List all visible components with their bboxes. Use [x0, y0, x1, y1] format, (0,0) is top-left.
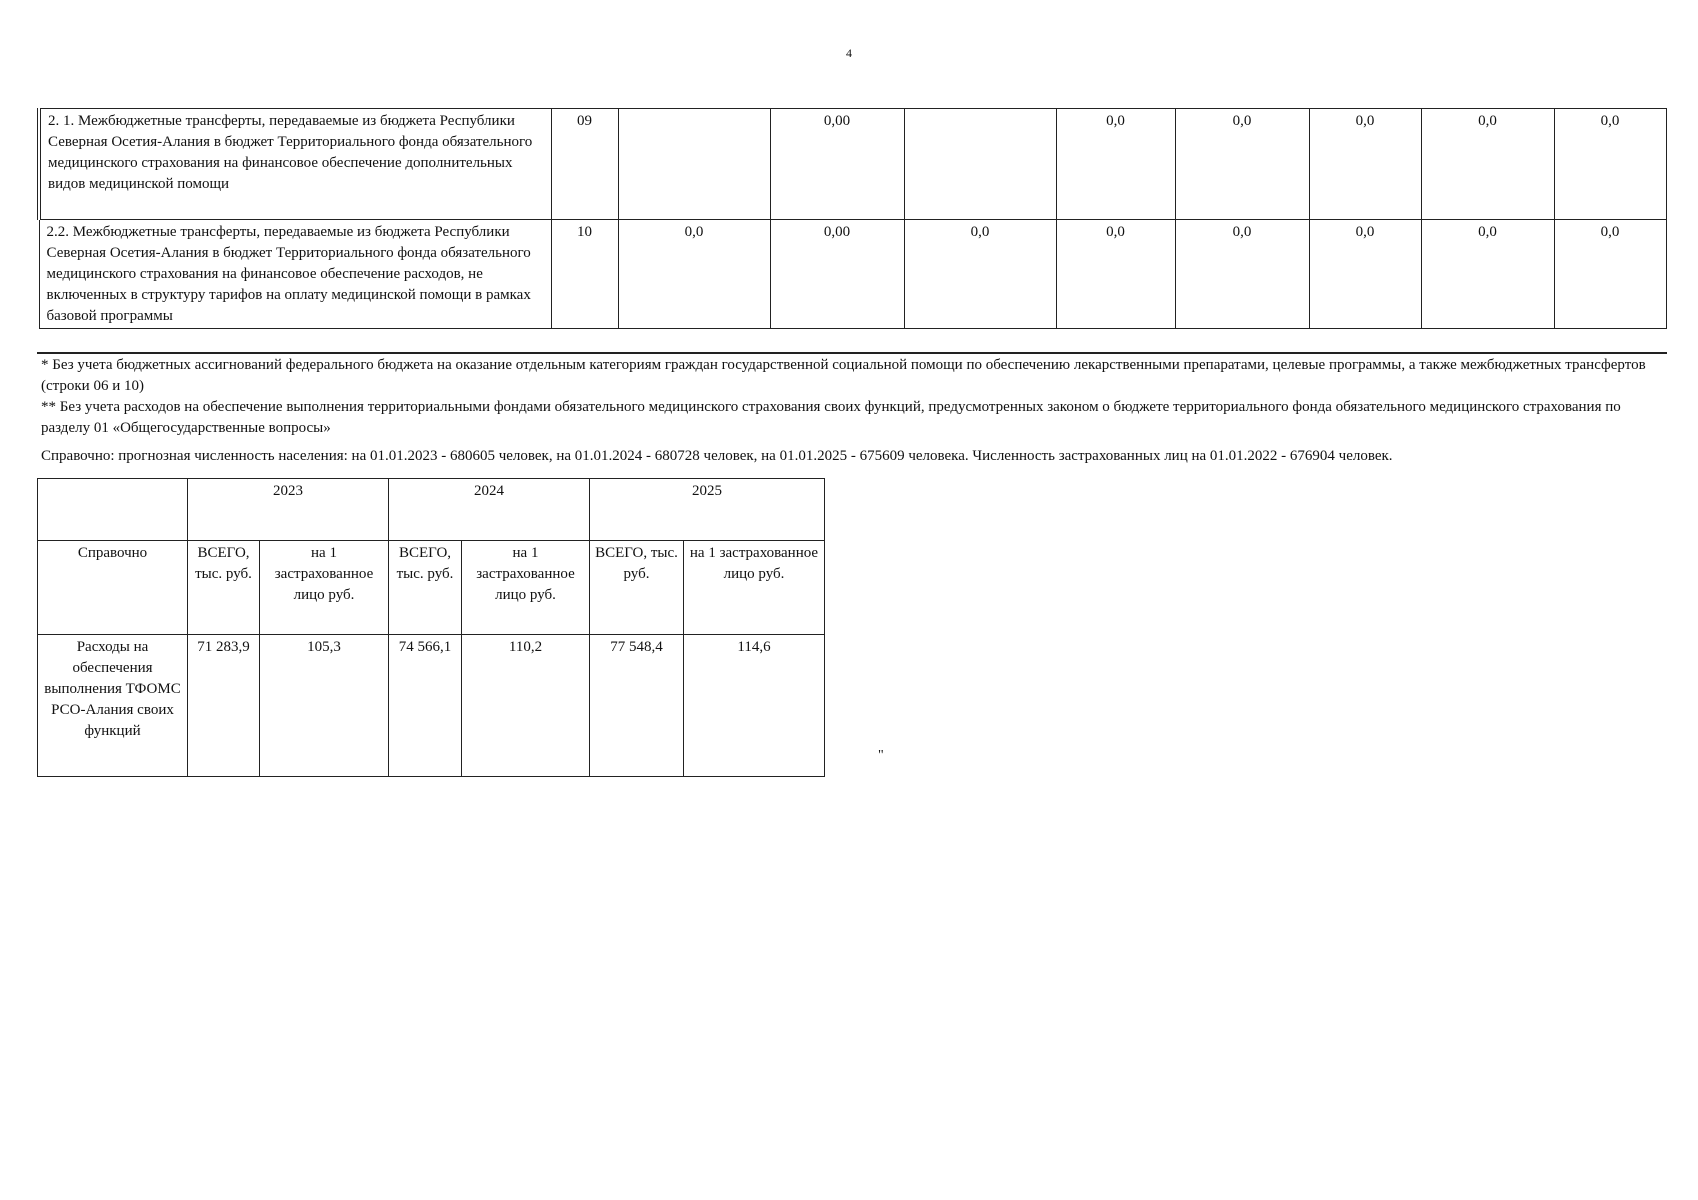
value-cell: 0,0: [1175, 109, 1309, 220]
col-header-total: ВСЕГО, тыс. руб.: [188, 541, 260, 635]
table-row: [39, 109, 1666, 220]
value-cell: 0,0: [1421, 109, 1554, 220]
corner-cell: [38, 479, 188, 541]
value-cell: 0,0: [1309, 220, 1421, 329]
divider: [37, 352, 1667, 354]
value-cell: 0,0: [1175, 220, 1309, 329]
value-cell: 114,6: [684, 635, 825, 777]
page-number: 4: [846, 46, 852, 60]
value-cell: 0,00: [770, 220, 904, 329]
value-cell: 110,2: [462, 635, 590, 777]
table-row: [38, 635, 825, 777]
footnote-2: ** Без учета расходов на обеспечение выполнения территориальными фондами обязательного медицинского страхования своих функций, предусмотренных законом о бюджете территориального фонда обязательного медицинского страхования по разделу 01 «Общегосударственные вопросы»: [41, 399, 1621, 436]
value-cell: [904, 109, 1056, 220]
year-header: 2023: [188, 479, 389, 541]
row-description: 2. 1. Межбюджетные трансферты, передаваемые из бюджета Республики Северная Осетия-Алания в бюджет Территориального фонда обязательного медицинского страхования на финансовое обеспечение дополнительных видов медицинской помощи: [39, 109, 551, 220]
table-row: [38, 479, 825, 541]
value-cell: [618, 109, 770, 220]
row-code: 10: [551, 220, 618, 329]
table-row: [38, 541, 825, 635]
reference-note: Справочно: прогнозная численность населения: на 01.01.2023 - 680605 человек, на 01.01.2024 - 680728 человек, на 01.01.2025 - 675609 человека. Численность застрахованных лиц на 01.01.2022 - 676904 человек.: [41, 448, 1393, 464]
value-cell: 0,00: [770, 109, 904, 220]
row-code: 09: [551, 109, 618, 220]
year-header: 2025: [590, 479, 825, 541]
year-header: 2024: [389, 479, 590, 541]
value-cell: 0,0: [1421, 220, 1554, 329]
col-header-total: ВСЕГО, тыс. руб.: [389, 541, 462, 635]
value-cell: 0,0: [1056, 220, 1175, 329]
table-row: [39, 220, 1666, 329]
footnote-1: * Без учета бюджетных ассигнований федерального бюджета на оказание отдельным категориям граждан государственной социальной помощи по обеспечению лекарственными препаратами, целевые программы, а также межбюджетных трансфертов (строки 06 и 10): [41, 357, 1646, 394]
transfers-table: [37, 108, 1667, 329]
col-header-total: ВСЕГО, тыс. руб.: [590, 541, 684, 635]
value-cell: 77 548,4: [590, 635, 684, 777]
value-cell: 71 283,9: [188, 635, 260, 777]
value-cell: 0,0: [904, 220, 1056, 329]
col-header-per-person: на 1 застрахованное лицо руб.: [260, 541, 389, 635]
value-cell: 105,3: [260, 635, 389, 777]
value-cell: 0,0: [1309, 109, 1421, 220]
closing-quote: ": [878, 748, 884, 763]
value-cell: 0,0: [1056, 109, 1175, 220]
value-cell: 0,0: [1554, 109, 1666, 220]
row-description: 2.2. Межбюджетные трансферты, передаваемые из бюджета Республики Северная Осетия-Алания в бюджет Территориального фонда обязательного медицинского страхования на финансовое обеспечение расходов, не включенных в структуру тарифов на оплату медицинской помощи в рамках базовой программы: [39, 220, 551, 329]
reference-table: [37, 478, 825, 777]
value-cell: 0,0: [1554, 220, 1666, 329]
row-label: Расходы на обеспечения выполнения ТФОМС РСО-Алания своих функций: [38, 635, 188, 777]
col-header-per-person: на 1 застрахованное лицо руб.: [684, 541, 825, 635]
value-cell: 0,0: [618, 220, 770, 329]
col-header-per-person: на 1 застрахованное лицо руб.: [462, 541, 590, 635]
value-cell: 74 566,1: [389, 635, 462, 777]
row-header: Справочно: [38, 541, 188, 635]
